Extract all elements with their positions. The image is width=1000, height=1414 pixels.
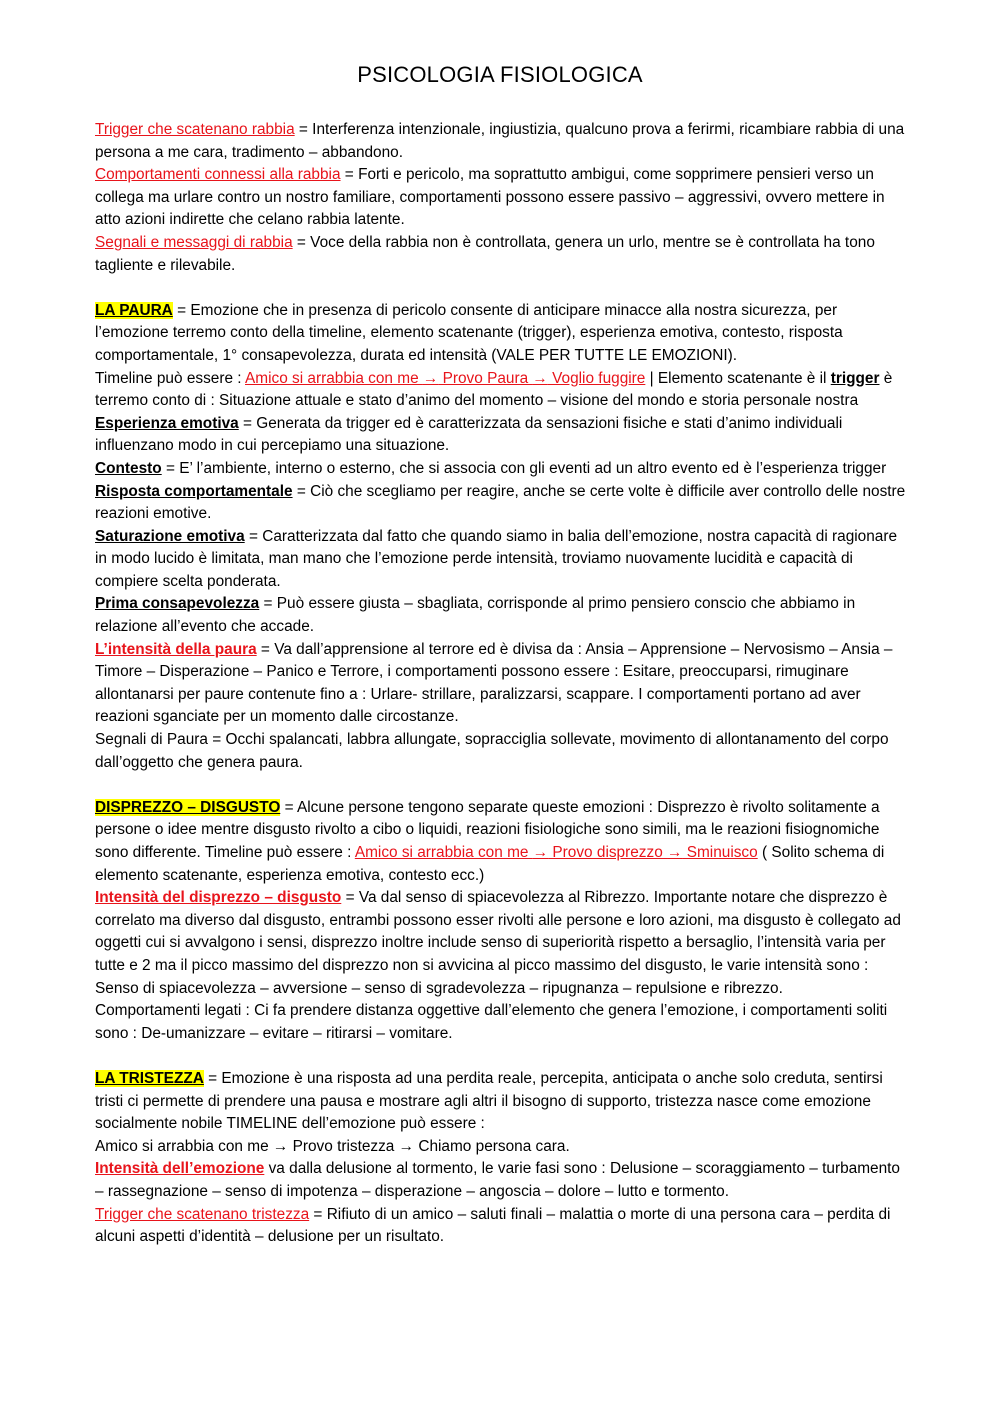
term-contesto: Contesto (95, 459, 162, 477)
term-intensita-emozione: Intensità dell’emozione (95, 1160, 265, 1178)
paragraph-saturazione-emotiva (95, 526, 907, 594)
term-risposta-comportamentale: Risposta comportamentale (95, 482, 293, 500)
text-elemento-scatenante: | Elemento scatenante è il (645, 369, 831, 387)
arrow-right-icon: → (532, 844, 549, 861)
paragraph-comportamenti-legati: Comportamenti legati : Ci fa prendere distanza oggettive dall’elemento che genera l’emozione, i comportamenti soliti sono : De-umanizzare – evitare – ritirarsi – vomitare. (95, 1002, 888, 1042)
term-trigger: trigger (830, 369, 880, 387)
term-segnali-rabbia: Segnali e messaggi di rabbia (95, 233, 293, 251)
text-trigger-rabbia: = Interferenza intenzionale, ingiustizia, qualcuno prova a ferirmi, ricambiare rabbia di una persona a me cara, tradimento – abbandono. (95, 121, 905, 161)
text-trigger-tristezza: = Rifiuto di un amico – saluti finali – malattia o morte di una persona cara – perdita di alcuni aspetti d’identità – delusione per un risultato. (95, 1205, 891, 1246)
paragraph-segnali-rabbia (95, 232, 907, 277)
text-trigger: è terremo conto di : Situazione attuale e stato d’animo del momento – visione del mondo e storia personale nostra (95, 369, 893, 410)
paragraph-risposta-comportamentale (95, 481, 907, 526)
timeline-paura: Amico si arrabbia con me → Provo Paura → Voglio fuggire (245, 369, 646, 387)
term-esperienza-emotiva: Esperienza emotiva (95, 414, 239, 432)
text-tristezza-intro: = Emozione è una risposta ad una perdita reale, percepita, anticipata o anche solo creduta, sentirsi tristi ci permette di prendere una pausa e mostrare agli altri il bisogno di supporto, tristezza nasce come emozione socialmente nobile TIMELINE dell’emozione può essere : (95, 1069, 883, 1133)
paragraph-tristezza-timeline: Amico si arrabbia con me → Provo tristezza → Chiamo persona cara. (95, 1137, 570, 1155)
paragraph-segnali-paura: Segnali di Paura = Occhi spalancati, labbra allungate, sopracciglia sollevate, movimento di allontanamento del corpo dall’oggetto che genera paura. (95, 731, 889, 771)
paragraph-comportamenti-rabbia (95, 164, 907, 232)
text-esperienza-emotiva: = Generata da trigger ed è caratterizzata da sensazioni fisiche e stati d’animo individuali influenzano modo in cui percepiamo una situazione. (95, 414, 843, 455)
paragraph-prima-consapevolezza (95, 593, 907, 638)
arrow-right-icon: → (667, 844, 683, 861)
heading-tristezza: LA TRISTEZZA (95, 1069, 204, 1087)
term-intensita-paura: L’intensità della paura (95, 640, 257, 658)
blank-line (95, 277, 907, 300)
text-disprezzo-schema: ( Solito schema di elemento scatenante, esperienza emotiva, contesto ecc.) (95, 844, 885, 884)
heading-paura: LA PAURA (95, 301, 173, 319)
text-intensita-paura: = Va dall’apprensione al terrore ed è divisa da : Ansia – Apprensione – Nervosismo – Ansia – Timore – Disperazione – Panico e Terrore, i comportamenti possono essere : Esitare, preoccuparsi, rimuginare allontanarsi per paure contenute fino a : Urlare- strillare, paralizzarsi, scappare. I comportamenti portano ad aver reazioni sganciate per un momento dalle circostanze. (95, 640, 893, 726)
paragraph-contesto (95, 458, 907, 481)
heading-disprezzo-disgusto: DISPREZZO – DISGUSTO (95, 798, 281, 816)
paragraph-disprezzo-intro (95, 797, 907, 887)
page-title: PSICOLOGIA FISIOLOGICA (357, 62, 643, 87)
paragraph-trigger-tristezza (95, 1204, 907, 1249)
term-intensita-disprezzo: Intensità del disprezzo – disgusto (95, 889, 342, 907)
blank-line (95, 1045, 907, 1068)
term-prima-consapevolezza: Prima consapevolezza (95, 595, 260, 613)
term-saturazione-emotiva: Saturazione emotiva (95, 527, 245, 545)
paragraph-intensita-paura (95, 639, 907, 729)
text-prima-consapevolezza: = Può essere giusta – sbagliata, corrisponde al primo pensiero conscio che abbiamo in relazione all’evento che accade. (95, 595, 856, 636)
paragraph-paura-intro (95, 300, 907, 368)
text-disprezzo-intro: = Alcune persone tengono separate queste emozioni : Disprezzo è rivolto solitamente a persone o idee mentre disgusto rivolto a cibo o liquidi, reazioni fisiologiche sono simili, ma le reazioni fisiognomiche sono differente. Timeline può essere : (95, 798, 880, 861)
timeline-label: Timeline può essere : (95, 369, 245, 387)
text-risposta-comportamentale: = Ciò che scegliamo per reagire, anche se certe volte è difficile aver controllo delle nostre reazioni emotive. (95, 482, 906, 523)
term-comportamenti-rabbia: Comportamenti connessi alla rabbia (95, 166, 341, 184)
text-intensita-emozione: va dalla delusione al tormento, le varie fasi sono : Delusione – scoraggiamento – turbamento – rassegnazione – senso di impotenza – disperazione – angoscia – dolore – lutto e tormento. (95, 1160, 900, 1200)
arrow-right-icon: → (422, 369, 439, 387)
paragraph-esperienza-emotiva (95, 413, 907, 458)
text-comportamenti-rabbia: = Forti e pericolo, ma soprattutto ambigui, come sopprimere pensieri verso un collega ma urlare contro un nostro familiare, comportamenti possono essere passivo – aggressivi, ovvero mettere in atto azioni indirette che celano rabbia latente. (95, 166, 885, 229)
term-trigger-rabbia: Trigger che scatenano rabbia (95, 121, 295, 138)
text-segnali-rabbia: = Voce della rabbia non è controllata, genera un urlo, mentre se è controllata ha tono tagliente e rilevabile. (95, 233, 875, 274)
term-trigger-tristezza: Trigger che scatenano tristezza (95, 1205, 310, 1223)
timeline-disprezzo: Amico si arrabbia con me → Provo disprezzo → Sminuisco (354, 844, 758, 861)
arrow-right-icon: → (398, 1137, 415, 1155)
text-contesto: = E’ l’ambiente, interno o esterno, che si associa con gli eventi ad un altro evento ed è l’esperienza trigger (161, 459, 887, 477)
text-paura-intro: = Emozione che in presenza di pericolo consente di anticipare minacce alla nostra sicurezza, per l’emozione terremo conto della timeline, elemento scatenante (trigger), esperienza emotiva, contesto, risposta comportamentale, 1° consapevolezza, durata ed intensità (VALE PER TUTTE LE EMOZIONI). (95, 301, 843, 364)
paragraph-trigger-rabbia (95, 119, 907, 164)
arrow-right-icon: → (272, 1137, 289, 1155)
paragraph-intensita-disprezzo (95, 887, 907, 1000)
blank-line (95, 774, 907, 797)
text-intensita-disprezzo: = Va dal senso di spiacevolezza al Ribrezzo. Importante notare che disprezzo è correlato ma diverso dal disgusto, entrambi possono esser rivolti alle persone e loro azioni, ma disgusto è collegato ad oggetti cui si avvalgono i sensi, disprezzo inoltre include senso di superiorità rispetto a bersaglio, l’intensità varia per tutte e 2 ma il picco massimo del disprezzo non si avvicina al picco massimo del disgusto, le varie intensità sono : Senso di spiacevolezza – avversione – senso di sgradevolezza – ripugnanza – repulsione e ribrezzo. (95, 889, 901, 997)
paragraph-intensita-tristezza (95, 1158, 907, 1203)
paragraph-paura-timeline (95, 368, 907, 413)
document-body (95, 119, 907, 1249)
arrow-right-icon: → (532, 369, 548, 387)
text-saturazione-emotiva: = Caratterizzata dal fatto che quando siamo in balia dell’emozione, nostra capacità di ragionare in modo lucido è limitata, man mano che l’emozione perde intensità, troviamo nuovamente lucidità e capacità di compiere scelta ponderata. (95, 527, 898, 590)
paragraph-tristezza-intro (95, 1068, 907, 1136)
